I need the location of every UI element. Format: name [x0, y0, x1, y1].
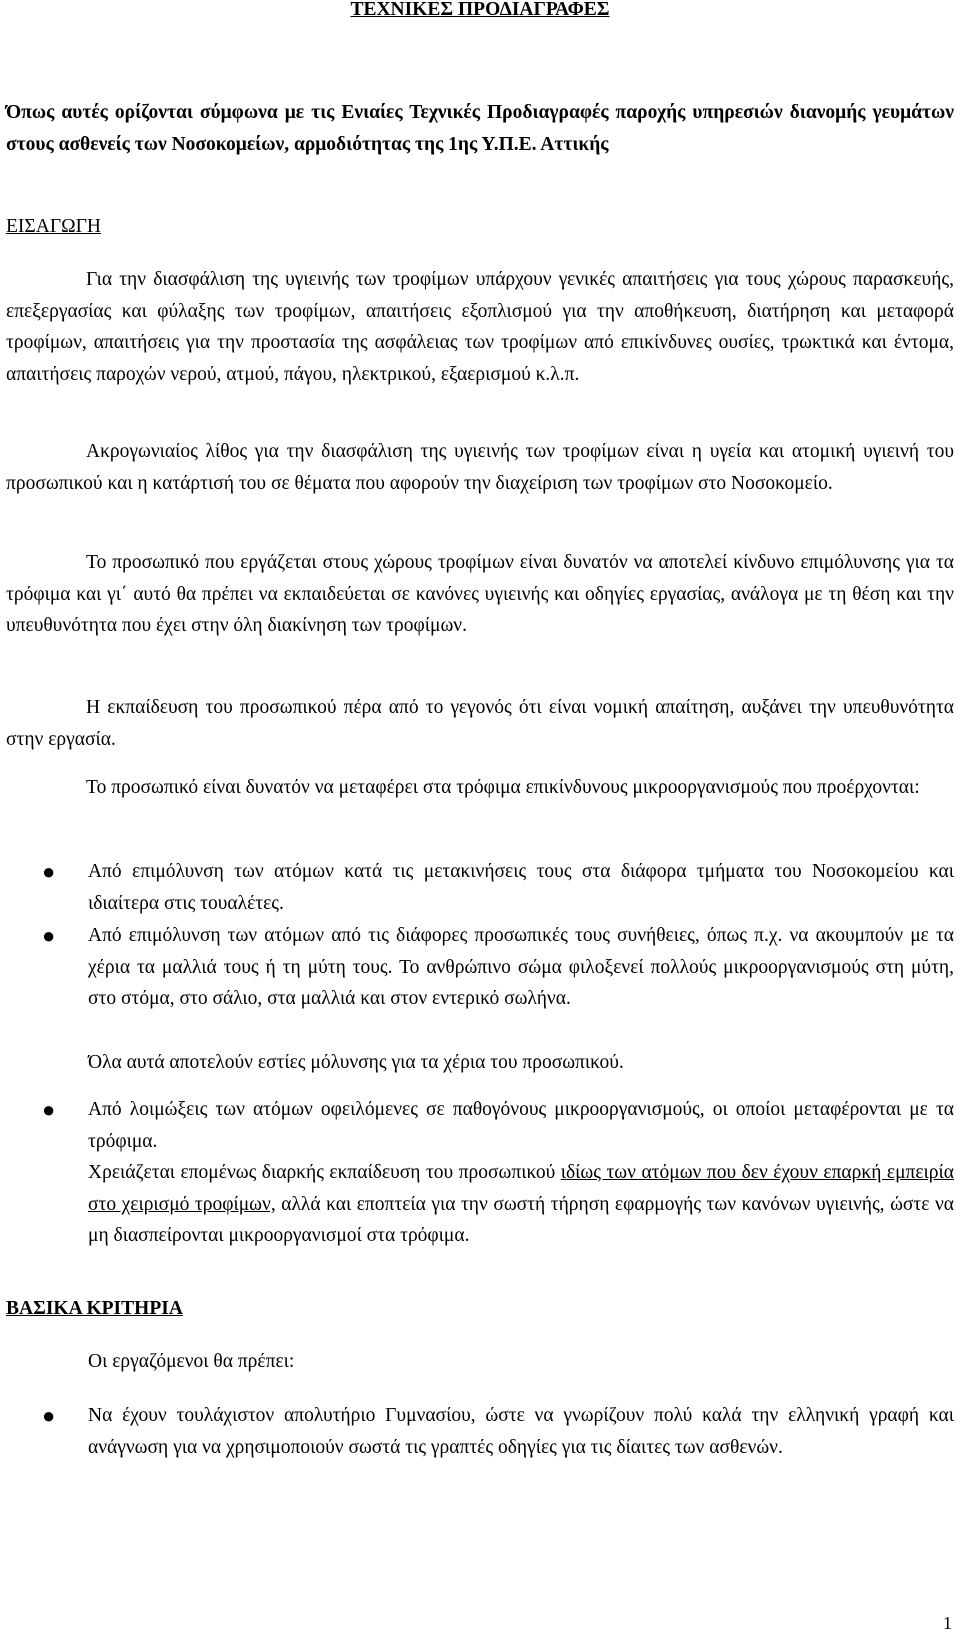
bullet-item-note: Όλα αυτά αποτελούν εστίες μόλυνσης για τα χέρια του προσωπικού. — [88, 1052, 624, 1073]
page-title: ΤΕΧΝΙΚΕΣ ΠΡΟΔΙΑΓΡΑΦΕΣ — [350, 0, 610, 20]
intro-paragraph: Όπως αυτές ορίζονται σύμφωνα με τις Ενιαίες Τεχνικές Προδιαγραφές παροχής υπηρεσιών διανομής γευμάτων στους ασθενείς των Νοσοκομείων, αρμοδιότητας της 1ης Υ.Π.Ε. Αττικής — [6, 102, 954, 155]
paragraph-hygiene-requirements: Για την διασφάλιση της υγιεινής των τροφίμων υπάρχουν γενικές απαιτήσεις για τους χώρους παρασκευής, επεξεργασίας και φύλαξης των τροφίμων, απαιτήσεις εξοπλισμού για την αποθήκευση, διατήρηση και μεταφορά τροφίμων, απαιτήσεις για την προστασία της ασφάλειας των τροφίμων από επικίνδυνες ουσίες, τρωκτικά και έντομα, απαιτήσεις παροχών νερού, ατμού, πάγου, ηλεκτρικού, εξαερισμού κ.λ.π. — [6, 269, 954, 385]
paragraph-contamination-risk: Το προσωπικό που εργάζεται στους χώρους τροφίμων είναι δυνατόν να αποτελεί κίνδυνο επιμόλυνσης για τα τρόφιμα και γι΄ αυτό θα πρέπει να εκπαιδεύεται σε κανόνες υγιεινής και οδηγίες εργασίας, ανάλογα με τη θέση και την υπευθυνότητα που έχει στην όλη διακίνηση των τροφίμων. — [6, 552, 954, 637]
bullet-item: Να έχουν τουλάχιστον απολυτήριο Γυμνασίου, ώστε να γνωρίζουν πολύ καλά την ελληνική γραφή και ανάγνωση για να χρησιμοποιούν σωστά τις γραπτές οδηγίες για τις δίαιτες των ασθενών. — [88, 1405, 954, 1458]
bullet-item: Από επιμόλυνση των ατόμων κατά τις μετακινήσεις τους στα διάφορα τμήματα του Νοσοκομείου και ιδιαίτερα στις τουαλέτες. — [88, 861, 954, 914]
bullet-marker: ● — [42, 1097, 56, 1122]
bullet-marker: ● — [42, 859, 56, 884]
bullet-marker: ● — [42, 1403, 56, 1428]
section-heading-basic-criteria: ΒΑΣΙΚΑ ΚΡΙΤΗΡΙΑ — [6, 1298, 183, 1319]
paragraph-microorganisms-lead: Το προσωπικό είναι δυνατόν να μεταφέρει στα τρόφιμα επικίνδυνους μικροοργανισμούς που προέρχονται: — [86, 777, 920, 798]
paragraph-training: Η εκπαίδευση του προσωπικού πέρα από το γεγονός ότι είναι νομική απαίτηση, αυξάνει την υπευθυνότητα στην εργασία. — [6, 697, 954, 750]
note-text: Χρειάζεται επομένως διαρκής εκπαίδευση του προσωπικού — [88, 1162, 561, 1183]
note-text-underlined: ιδίως των ατόμων που δεν έχουν επαρκή εμπειρία στο χειρισμό τροφίμων, — [88, 1162, 954, 1215]
bullet-item: Από λοιμώξεις των ατόμων οφειλόμενες σε παθογόνους μικροοργανισμούς, οι οποίοι μεταφέρονται με τα τρόφιμα. — [88, 1099, 954, 1152]
bullet-marker: ● — [42, 923, 56, 948]
section-heading-introduction: ΕΙΣΑΓΩΓΗ — [6, 216, 101, 237]
paragraph-personnel-health: Ακρογωνιαίος λίθος για την διασφάλιση της υγιεινής των τροφίμων είναι η υγεία και ατομική υγιεινή του προσωπικού και η κατάρτισή του σε θέματα που αφορούν την διαχείριση των τροφίμων στο Νοσοκομείο. — [6, 441, 954, 494]
page-number: 1 — [943, 1613, 952, 1633]
bullet-item: Από επιμόλυνση των ατόμων από τις διάφορες προσωπικές τους συνήθειες, όπως π.χ. να ακουμπούν με τα χέρια τα μαλλιά τους ή τη μύτη τους. Το ανθρώπινο σώμα φιλοξενεί πολλούς μικροοργανισμούς στη μύτη, στο στόμα, στο σάλιο, στα μαλλιά και στον εντερικό σωλήνα. — [88, 925, 954, 1010]
criteria-lead: Οι εργαζόμενοι θα πρέπει: — [88, 1351, 295, 1372]
note-text: αλλά και εποπτεία για την σωστή τήρηση εφαρμογής των κανόνων υγιεινής, ώστε να μη διασπείρονται μικροοργανισμοί στα τρόφιμα. — [88, 1193, 954, 1247]
bullet-item-note — [88, 1157, 954, 1252]
